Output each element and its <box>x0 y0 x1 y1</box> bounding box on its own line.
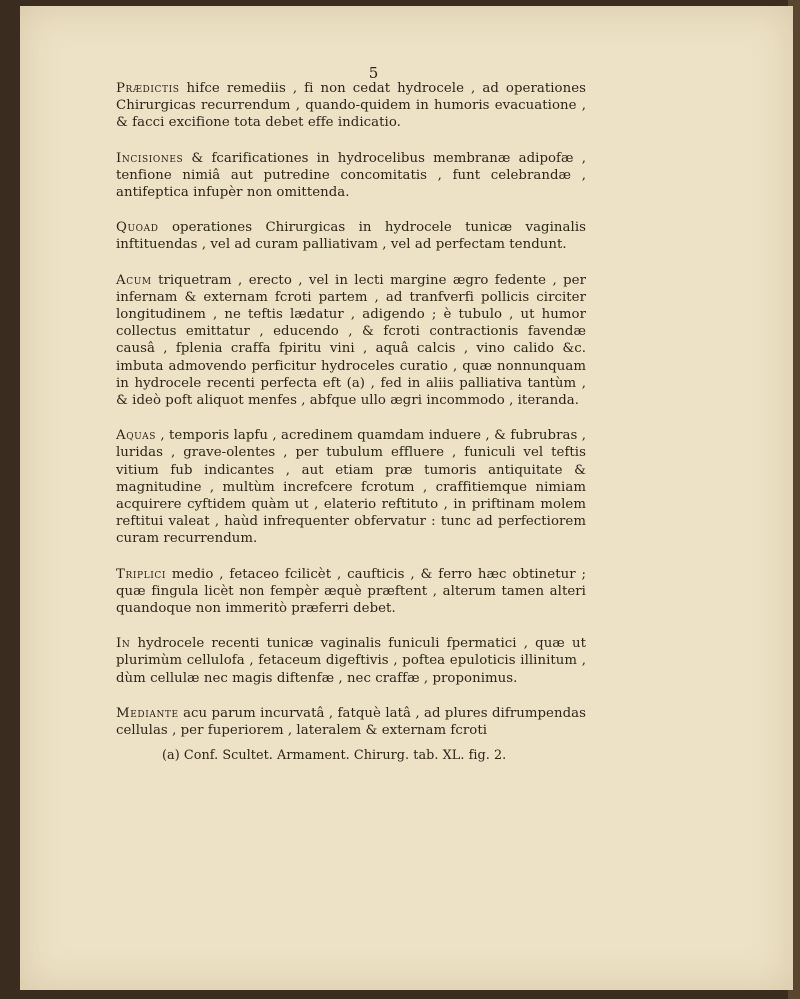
paragraph-mediante <box>116 705 586 739</box>
paragraph-incisiones <box>116 150 586 202</box>
page-number: 5 <box>368 64 379 82</box>
paragraph-acum <box>116 272 586 410</box>
paragraph-lead: In <box>116 636 131 652</box>
paragraph-body: medio , fetaceo fcilicèt , caufticis , & ferro hæc obtinetur ; quæ fingula licèt non fempèr æquè præftent , alterum tamen alteri quandoque non immeritò præferri debet. <box>116 566 586 617</box>
paragraph-in <box>116 635 586 687</box>
paragraph-body: hydrocele recenti tunicæ vaginalis funiculi fpermatici , quæ ut plurimùm cellulofa , fetaceum digeftivis , poftea epuloticis illinitum , dùm cellulæ nec magis diftenfæ , nec craffæ , proponimus. <box>116 636 586 686</box>
paragraph-body: hifce remediis , fi non cedat hydrocele , ad operationes Chirurgicas recurrendum , quando-quidem in humoris evacuatione , & facci excifione tota debet effe indicatio. <box>116 81 586 131</box>
paragraph-body: , temporis lapfu , acredinem quamdam induere , & fubrubras , luridas , grave-olentes , per tubulum effluere , funiculi vel teftis vitium fub indicantes , aut etiam præ tumoris antiquitate & magnitudine , multùm increfcere fcrotum , craffitiemque nimiam acquirere cyftidem quàm ut , elaterio reftituto , in priftinam molem reftitui valeat , haùd infrequenter obfervatur : tunc ad perfectiorem curam recurrendum. <box>116 428 586 547</box>
paragraph-lead: Quoad <box>116 220 159 236</box>
paragraph-lead: Incisiones <box>116 150 184 166</box>
paragraph-body: & fcarificationes in hydrocelibus membranæ adipofæ , tenfione nimiâ aut putredine concomitatis , funt celebrandæ , antifeptica infupèr non omittenda. <box>116 150 586 201</box>
paragraph-lead: Prædictis <box>116 81 180 96</box>
paragraph-lead: Mediante <box>116 705 179 721</box>
paragraph-body: acu parum incurvatâ , fatquè latâ , ad plures difrumpendas cellulas , per fuperiorem , lateralem & externam fcroti <box>116 705 586 739</box>
paragraph-lead: Acum <box>116 272 152 288</box>
paragraph-lead: Triplici <box>116 566 167 582</box>
paragraph-body: operationes Chirurgicas in hydrocele tunicæ vaginalis inftituendas , vel ad curam palliativam , vel ad perfectam tendunt. <box>116 220 586 253</box>
paragraph-praedictis <box>116 80 586 132</box>
paragraph-aquas <box>116 427 586 547</box>
book-page <box>20 6 793 990</box>
paragraph-lead: Aquas <box>116 428 156 444</box>
paragraph-triplici <box>116 566 586 618</box>
page-text <box>116 66 586 765</box>
footnote: (a) Conf. Scultet. Armament. Chirurg. tab. XL. fig. 2. <box>162 748 507 764</box>
paragraph-quoad <box>116 219 586 253</box>
paragraph-body: triquetram , erecto , vel in lecti margine ægro fedente , per infernam & externam fcroti partem , ad tranfverfi pollicis circiter longitudinem , ne teftis lædatur , adigendo ; è tubulo , ut humor collectus emittatur , educendo , & fcroti contractionis favendæ causâ , fplenia craffa fpiritu vini , aquâ calcis , vino calido &c. imbuta admovendo perficitur hydroceles curatio , quæ nonnunquam in hydrocele recenti perfecta eft (a) , fed in aliis palliativa tantùm , & ideò poft aliquot menfes , abfque ullo ægri incommodo , iteranda. <box>116 272 586 409</box>
